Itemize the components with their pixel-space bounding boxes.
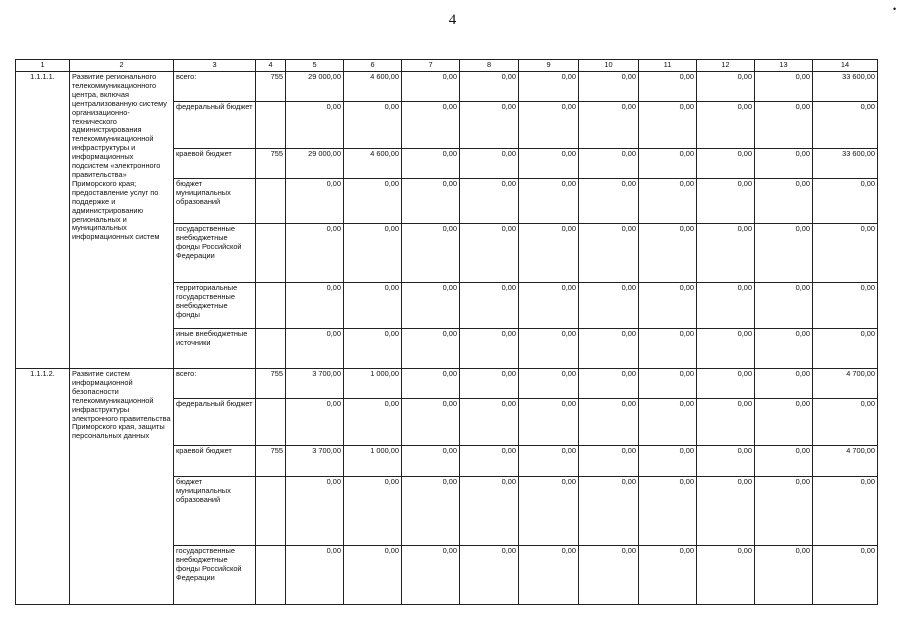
amount-cell: 0,00 — [755, 477, 813, 546]
amount-cell: 0,00 — [813, 399, 878, 446]
amount-cell: 0,00 — [755, 369, 813, 399]
amount-cell: 0,00 — [402, 72, 460, 102]
amount-cell: 0,00 — [579, 546, 639, 605]
amount-cell: 0,00 — [639, 179, 697, 224]
amount-cell: 0,00 — [402, 546, 460, 605]
funding-source: государственные внебюджетные фонды Российской Федерации — [174, 224, 256, 283]
funding-source: государственные внебюджетные фонды Российской Федерации — [174, 546, 256, 605]
amount-cell: 0,00 — [344, 179, 402, 224]
amount-cell: 0,00 — [519, 329, 579, 369]
amount-cell: 0,00 — [286, 546, 344, 605]
amount-cell: 0,00 — [402, 477, 460, 546]
amount-cell: 0,00 — [460, 399, 519, 446]
column-header: 12 — [697, 60, 755, 72]
amount-cell: 0,00 — [519, 72, 579, 102]
amount-cell: 0,00 — [402, 399, 460, 446]
amount-cell: 0,00 — [813, 477, 878, 546]
budget-table — [15, 59, 878, 605]
measure-code: 1.1.1.2. — [16, 369, 70, 605]
amount-cell: 0,00 — [344, 329, 402, 369]
funding-source: территориальные государственные внебюджетные фонды — [174, 283, 256, 329]
amount-cell: 0,00 — [286, 224, 344, 283]
column-header: 6 — [344, 60, 402, 72]
grbs-code — [256, 179, 286, 224]
amount-cell: 0,00 — [697, 399, 755, 446]
amount-cell: 0,00 — [519, 149, 579, 179]
page-number: 4 — [448, 12, 457, 28]
funding-source: федеральный бюджет — [174, 399, 256, 446]
measure-name: Развитие систем информационной безопасности телекоммуникационной инфраструктуры электронного правительства Приморского края, защиты персональных данных — [70, 369, 174, 605]
amount-cell: 0,00 — [344, 477, 402, 546]
amount-cell: 0,00 — [460, 369, 519, 399]
amount-cell: 0,00 — [402, 446, 460, 477]
amount-cell: 0,00 — [460, 546, 519, 605]
amount-cell: 3 700,00 — [286, 369, 344, 399]
amount-cell: 4 700,00 — [813, 446, 878, 477]
amount-cell: 0,00 — [519, 224, 579, 283]
column-header: 4 — [256, 60, 286, 72]
amount-cell: 0,00 — [460, 179, 519, 224]
amount-cell: 0,00 — [519, 546, 579, 605]
amount-cell: 0,00 — [579, 149, 639, 179]
grbs-code: 755 — [256, 149, 286, 179]
amount-cell: 0,00 — [755, 329, 813, 369]
grbs-code — [256, 546, 286, 605]
grbs-code — [256, 283, 286, 329]
measure-code: 1.1.1.1. — [16, 72, 70, 369]
amount-cell: 3 700,00 — [286, 446, 344, 477]
amount-cell: 0,00 — [344, 224, 402, 283]
amount-cell: 0,00 — [813, 102, 878, 149]
amount-cell: 0,00 — [579, 224, 639, 283]
amount-cell: 0,00 — [519, 102, 579, 149]
amount-cell: 0,00 — [755, 224, 813, 283]
amount-cell: 0,00 — [697, 477, 755, 546]
amount-cell: 1 000,00 — [344, 446, 402, 477]
amount-cell: 1 000,00 — [344, 369, 402, 399]
grbs-code: 755 — [256, 369, 286, 399]
amount-cell: 0,00 — [286, 329, 344, 369]
amount-cell: 0,00 — [519, 399, 579, 446]
amount-cell: 0,00 — [460, 224, 519, 283]
header-row — [16, 60, 878, 72]
amount-cell: 0,00 — [579, 369, 639, 399]
amount-cell: 29 000,00 — [286, 72, 344, 102]
funding-source: иные внебюджетные источники — [174, 329, 256, 369]
amount-cell: 0,00 — [639, 149, 697, 179]
column-header: 9 — [519, 60, 579, 72]
amount-cell: 0,00 — [402, 149, 460, 179]
amount-cell: 0,00 — [402, 224, 460, 283]
amount-cell: 0,00 — [402, 179, 460, 224]
amount-cell: 33 600,00 — [813, 149, 878, 179]
amount-cell: 0,00 — [579, 102, 639, 149]
grbs-code — [256, 399, 286, 446]
amount-cell: 0,00 — [579, 477, 639, 546]
funding-source: бюджет муниципальных образований — [174, 179, 256, 224]
amount-cell: 0,00 — [639, 102, 697, 149]
table-row — [16, 369, 878, 399]
amount-cell: 0,00 — [402, 329, 460, 369]
amount-cell: 0,00 — [639, 283, 697, 329]
column-header: 10 — [579, 60, 639, 72]
amount-cell: 0,00 — [519, 477, 579, 546]
amount-cell: 0,00 — [344, 546, 402, 605]
amount-cell: 0,00 — [697, 329, 755, 369]
amount-cell: 29 000,00 — [286, 149, 344, 179]
amount-cell: 4 700,00 — [813, 369, 878, 399]
amount-cell: 0,00 — [460, 477, 519, 546]
amount-cell: 0,00 — [460, 329, 519, 369]
amount-cell: 0,00 — [755, 102, 813, 149]
amount-cell: 0,00 — [460, 446, 519, 477]
amount-cell: 0,00 — [402, 102, 460, 149]
funding-source: федеральный бюджет — [174, 102, 256, 149]
amount-cell: 0,00 — [639, 399, 697, 446]
amount-cell: 0,00 — [286, 283, 344, 329]
grbs-code — [256, 102, 286, 149]
amount-cell: 0,00 — [286, 399, 344, 446]
amount-cell: 0,00 — [697, 224, 755, 283]
amount-cell: 0,00 — [286, 179, 344, 224]
amount-cell: 0,00 — [697, 446, 755, 477]
amount-cell: 0,00 — [519, 369, 579, 399]
amount-cell: 0,00 — [697, 369, 755, 399]
column-header: 1 — [16, 60, 70, 72]
amount-cell: 0,00 — [697, 283, 755, 329]
amount-cell: 0,00 — [344, 283, 402, 329]
amount-cell: 0,00 — [755, 179, 813, 224]
amount-cell: 0,00 — [639, 369, 697, 399]
funding-source: всего: — [174, 72, 256, 102]
funding-source: краевой бюджет — [174, 446, 256, 477]
amount-cell: 0,00 — [639, 72, 697, 102]
amount-cell: 0,00 — [697, 149, 755, 179]
amount-cell: 0,00 — [460, 149, 519, 179]
amount-cell: 0,00 — [813, 283, 878, 329]
column-header: 8 — [460, 60, 519, 72]
funding-source: бюджет муниципальных образований — [174, 477, 256, 546]
amount-cell: 0,00 — [579, 446, 639, 477]
amount-cell: 0,00 — [697, 179, 755, 224]
column-header: 7 — [402, 60, 460, 72]
amount-cell: 0,00 — [639, 446, 697, 477]
amount-cell: 0,00 — [697, 546, 755, 605]
amount-cell: 33 600,00 — [813, 72, 878, 102]
amount-cell: 0,00 — [460, 72, 519, 102]
amount-cell: 0,00 — [579, 399, 639, 446]
amount-cell: 0,00 — [286, 102, 344, 149]
table-body — [16, 72, 878, 605]
amount-cell: 0,00 — [755, 149, 813, 179]
column-header: 2 — [70, 60, 174, 72]
amount-cell: 0,00 — [697, 72, 755, 102]
grbs-code — [256, 224, 286, 283]
amount-cell: 0,00 — [519, 283, 579, 329]
grbs-code: 755 — [256, 72, 286, 102]
column-header: 5 — [286, 60, 344, 72]
amount-cell: 0,00 — [813, 546, 878, 605]
amount-cell: 0,00 — [755, 399, 813, 446]
measure-name: Развитие регионального телекоммуникационного центра, включая централизованную систему организационно-технического администрирования телекоммуникационной инфраструктуры и информационных подсистем «электронного правительства» Приморского края; предоставление услуг по поддержке и администрированию региональных и муниципальных информационных систем — [70, 72, 174, 369]
amount-cell: 0,00 — [579, 179, 639, 224]
amount-cell: 0,00 — [286, 477, 344, 546]
amount-cell: 0,00 — [755, 446, 813, 477]
amount-cell: 0,00 — [697, 102, 755, 149]
amount-cell: 0,00 — [639, 329, 697, 369]
amount-cell: 0,00 — [639, 477, 697, 546]
column-header: 11 — [639, 60, 697, 72]
amount-cell: 0,00 — [519, 446, 579, 477]
amount-cell: 0,00 — [402, 283, 460, 329]
grbs-code: 755 — [256, 446, 286, 477]
amount-cell: 0,00 — [579, 283, 639, 329]
grbs-code — [256, 477, 286, 546]
amount-cell: 4 600,00 — [344, 149, 402, 179]
amount-cell: 0,00 — [460, 283, 519, 329]
grbs-code — [256, 329, 286, 369]
column-header: 13 — [755, 60, 813, 72]
amount-cell: 0,00 — [813, 329, 878, 369]
amount-cell: 0,00 — [519, 179, 579, 224]
amount-cell: 0,00 — [579, 72, 639, 102]
table-row — [16, 72, 878, 102]
funding-source: краевой бюджет — [174, 149, 256, 179]
corner-mark: • — [893, 4, 897, 14]
amount-cell: 0,00 — [579, 329, 639, 369]
amount-cell: 0,00 — [639, 546, 697, 605]
amount-cell: 0,00 — [402, 369, 460, 399]
column-header: 14 — [813, 60, 878, 72]
amount-cell: 0,00 — [813, 224, 878, 283]
amount-cell: 4 600,00 — [344, 72, 402, 102]
amount-cell: 0,00 — [344, 399, 402, 446]
amount-cell: 0,00 — [344, 102, 402, 149]
amount-cell: 0,00 — [755, 283, 813, 329]
column-header: 3 — [174, 60, 256, 72]
amount-cell: 0,00 — [755, 72, 813, 102]
amount-cell: 0,00 — [460, 102, 519, 149]
amount-cell: 0,00 — [813, 179, 878, 224]
funding-source: всего: — [174, 369, 256, 399]
amount-cell: 0,00 — [639, 224, 697, 283]
amount-cell: 0,00 — [755, 546, 813, 605]
